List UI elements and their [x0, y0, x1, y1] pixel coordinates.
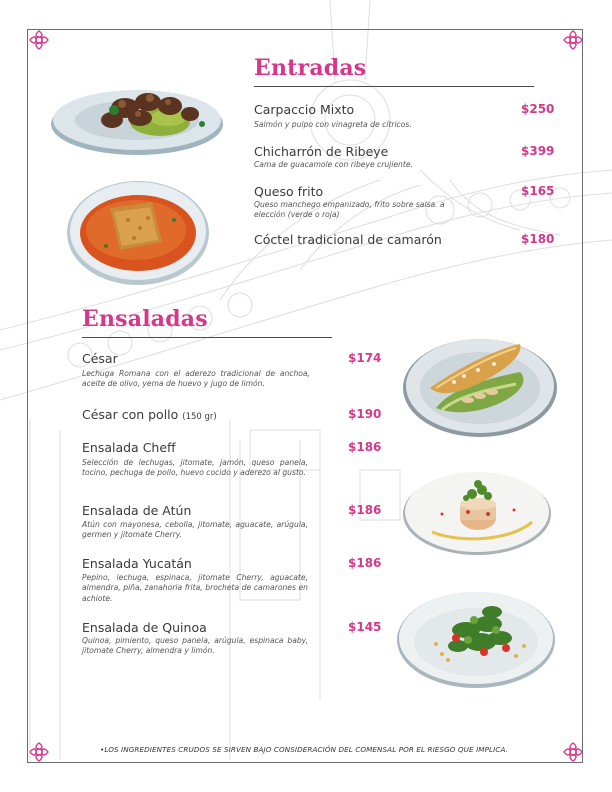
menu-item-name	[82, 407, 217, 422]
menu-item-price: $145	[348, 620, 382, 634]
menu-item-name: Carpaccio Mixto	[254, 102, 355, 117]
menu-item-price: $190	[348, 407, 382, 421]
menu-item-price: $250	[521, 102, 555, 116]
allergy-footnote: •LOS INGREDIENTES CRUDOS SE SIRVEN BAJO CONSIDERACIÓN DEL COMENSAL POR EL RIESGO QUE IMPLICA.	[100, 745, 508, 754]
menu-item-description: Queso manchego empanizado, frito sobre salsa. a elección (verde o roja)	[254, 200, 445, 220]
menu-item-description: Cama de guacamole con ribeye crujiente.	[254, 160, 413, 169]
menu-item-name: César	[82, 351, 118, 366]
atun-salad-plate-image	[402, 470, 552, 556]
menu-item-description: Selección de lechugas, jitomate, jamón, queso panela, tocino, pechuga de pollo, huevo cocido y aderezo al gusto.	[82, 458, 308, 478]
menu-item-price: $186	[348, 440, 382, 454]
corner-ornament-icon	[562, 29, 584, 51]
menu-item-description: Atún con mayonesa, cebolla, jitomate, aguacate, arúgula, germen y jitomate Cherry.	[82, 520, 308, 540]
cesar-salad-plate-image	[402, 336, 558, 438]
menu-item-name: Ensalada de Atún	[82, 503, 192, 518]
menu-item-name: Chicharrón de Ribeye	[254, 144, 389, 159]
menu-item-price: $174	[348, 351, 382, 365]
menu-item-price: $165	[521, 184, 555, 198]
corner-ornament-icon	[28, 29, 50, 51]
section-title-entradas: Entradas	[254, 55, 367, 81]
menu-item-description: Salmón y pulpo con vinagreta de cítricos.	[254, 120, 412, 129]
menu-item-price: $186	[348, 503, 382, 517]
menu-item-description: Quinoa, pimiento, queso panela, arúgula, espinaca baby, jitomate Cherry, almendra y limón.	[82, 636, 308, 656]
quinoa-salad-plate-image	[396, 590, 556, 690]
section-divider	[254, 86, 534, 87]
menu-item-name: Ensalada Cheff	[82, 440, 176, 455]
menu-item-price: $399	[521, 144, 555, 158]
menu-item-name: Cóctel tradicional de camarón	[254, 232, 442, 247]
menu-item-price: $186	[348, 556, 382, 570]
menu-item-name-text: César con pollo	[82, 407, 179, 422]
section-divider	[82, 337, 332, 338]
corner-ornament-icon	[28, 741, 50, 763]
menu-item-name: Queso frito	[254, 184, 324, 199]
menu-item-name: Ensalada Yucatán	[82, 556, 192, 571]
chicharron-plate-image	[50, 84, 224, 156]
section-title-ensaladas: Ensaladas	[82, 306, 208, 332]
queso-frito-plate-image	[66, 180, 210, 286]
menu-item-description: Lechuga Romana con el aderezo tradicional de anchoa, aceite de olivo, yema de huevo y jugo de limón.	[82, 369, 310, 389]
menu-item-price: $180	[521, 232, 555, 246]
menu-item-weight: (150 gr)	[182, 412, 217, 422]
corner-ornament-icon	[562, 741, 584, 763]
menu-item-name: Ensalada de Quinoa	[82, 620, 207, 635]
menu-item-description: Pepino, lechuga, espinaca, jitomate Cherry, aguacate, almendra, piña, zanahoria frita, brocheta de camarones en achiote.	[82, 573, 308, 603]
